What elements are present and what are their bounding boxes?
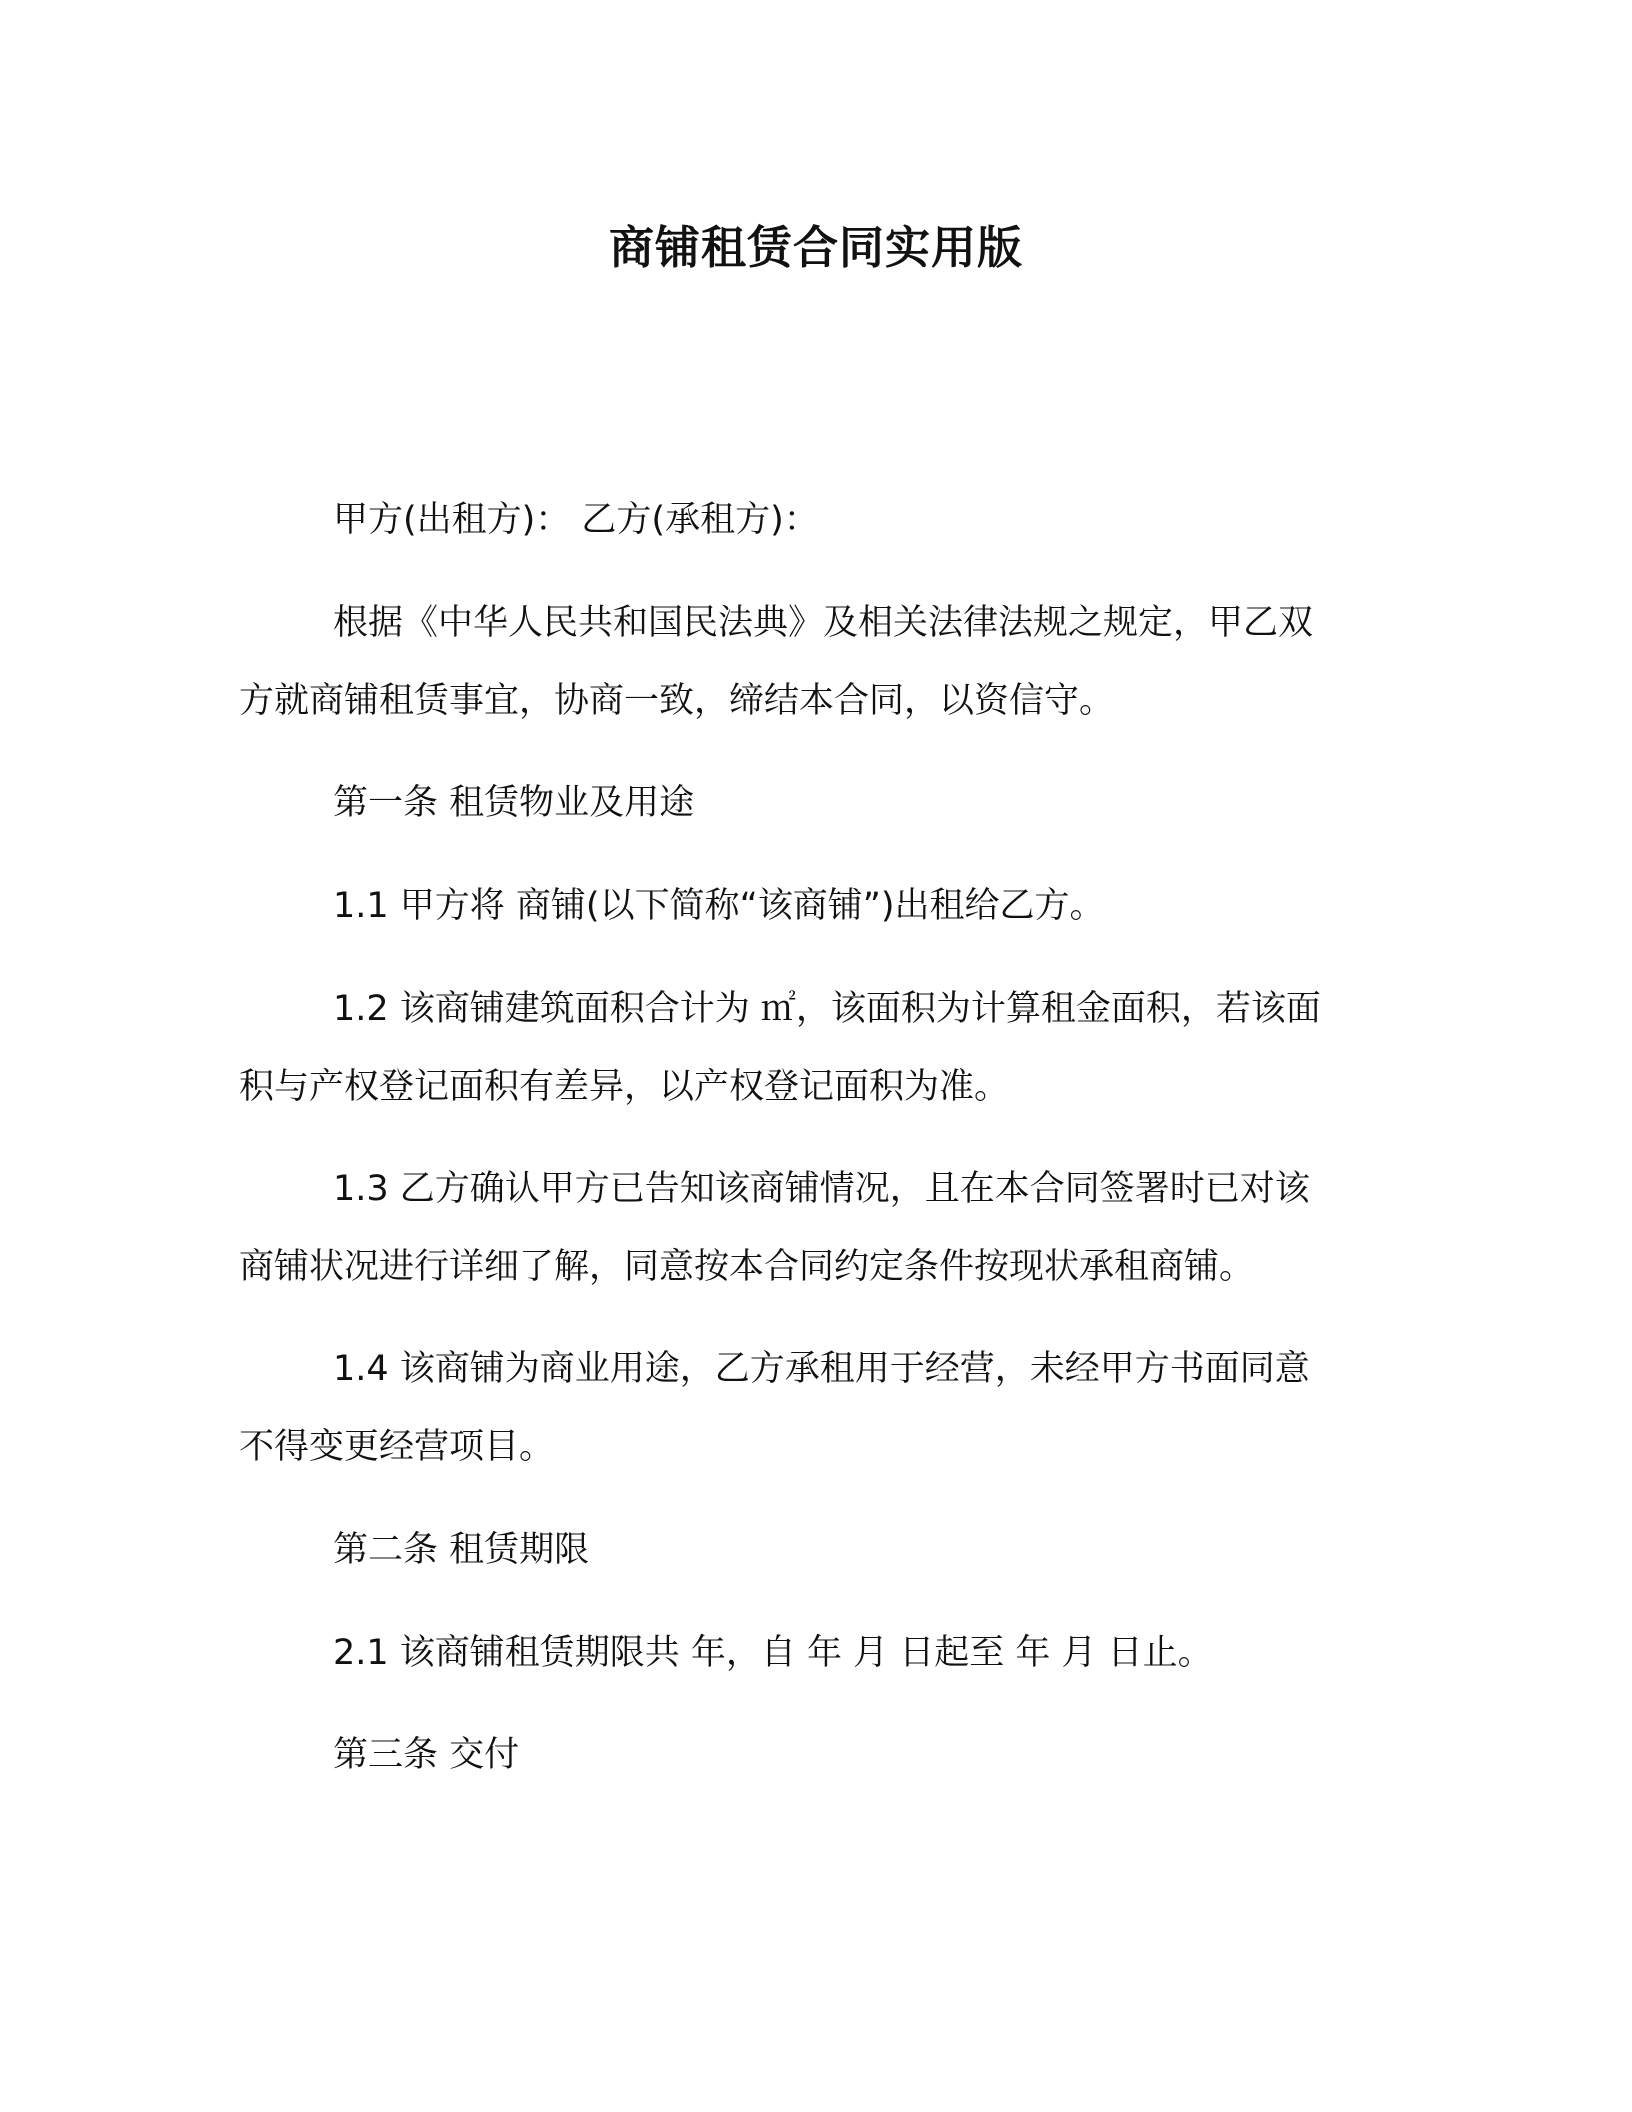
clause-1-2-line-1: 1.2 该商铺建筑面积合计为 ㎡，该面积为计算租金面积，若该面 (333, 989, 1321, 1029)
article-3-heading: 第三条 交付 (333, 1735, 520, 1775)
clause-1-4-line-2: 不得变更经营项目。 (239, 1427, 555, 1467)
parties-line: 甲方(出租方)： 乙方(承租方)： (333, 500, 819, 540)
preamble-line-2: 方就商铺租赁事宜，协商一致，缔结本合同，以资信守。 (239, 681, 1115, 721)
document-title: 商铺租赁合同实用版 (608, 221, 1023, 274)
clause-2-1: 2.1 该商铺租赁期限共 年，自 年 月 日起至 年 月 日止。 (333, 1633, 1213, 1673)
article-1-heading: 第一条 租赁物业及用途 (333, 783, 695, 823)
clause-1-3-line-1: 1.3 乙方确认甲方已告知该商铺情况，且在本合同签署时已对该 (333, 1169, 1310, 1209)
clause-1-4-line-1: 1.4 该商铺为商业用途，乙方承租用于经营，未经甲方书面同意 (333, 1349, 1310, 1389)
article-2-heading: 第二条 租赁期限 (333, 1530, 590, 1570)
clause-1-1: 1.1 甲方将 商铺(以下简称“该商铺”)出租给乙方。 (333, 886, 1105, 926)
clause-1-2-line-2: 积与产权登记面积有差异，以产权登记面积为准。 (239, 1067, 1010, 1107)
preamble-line-1: 根据《中华人民共和国民法典》及相关法律法规之规定，甲乙双 (333, 603, 1314, 643)
clause-1-3-line-2: 商铺状况进行详细了解，同意按本合同约定条件按现状承租商铺。 (239, 1247, 1255, 1287)
